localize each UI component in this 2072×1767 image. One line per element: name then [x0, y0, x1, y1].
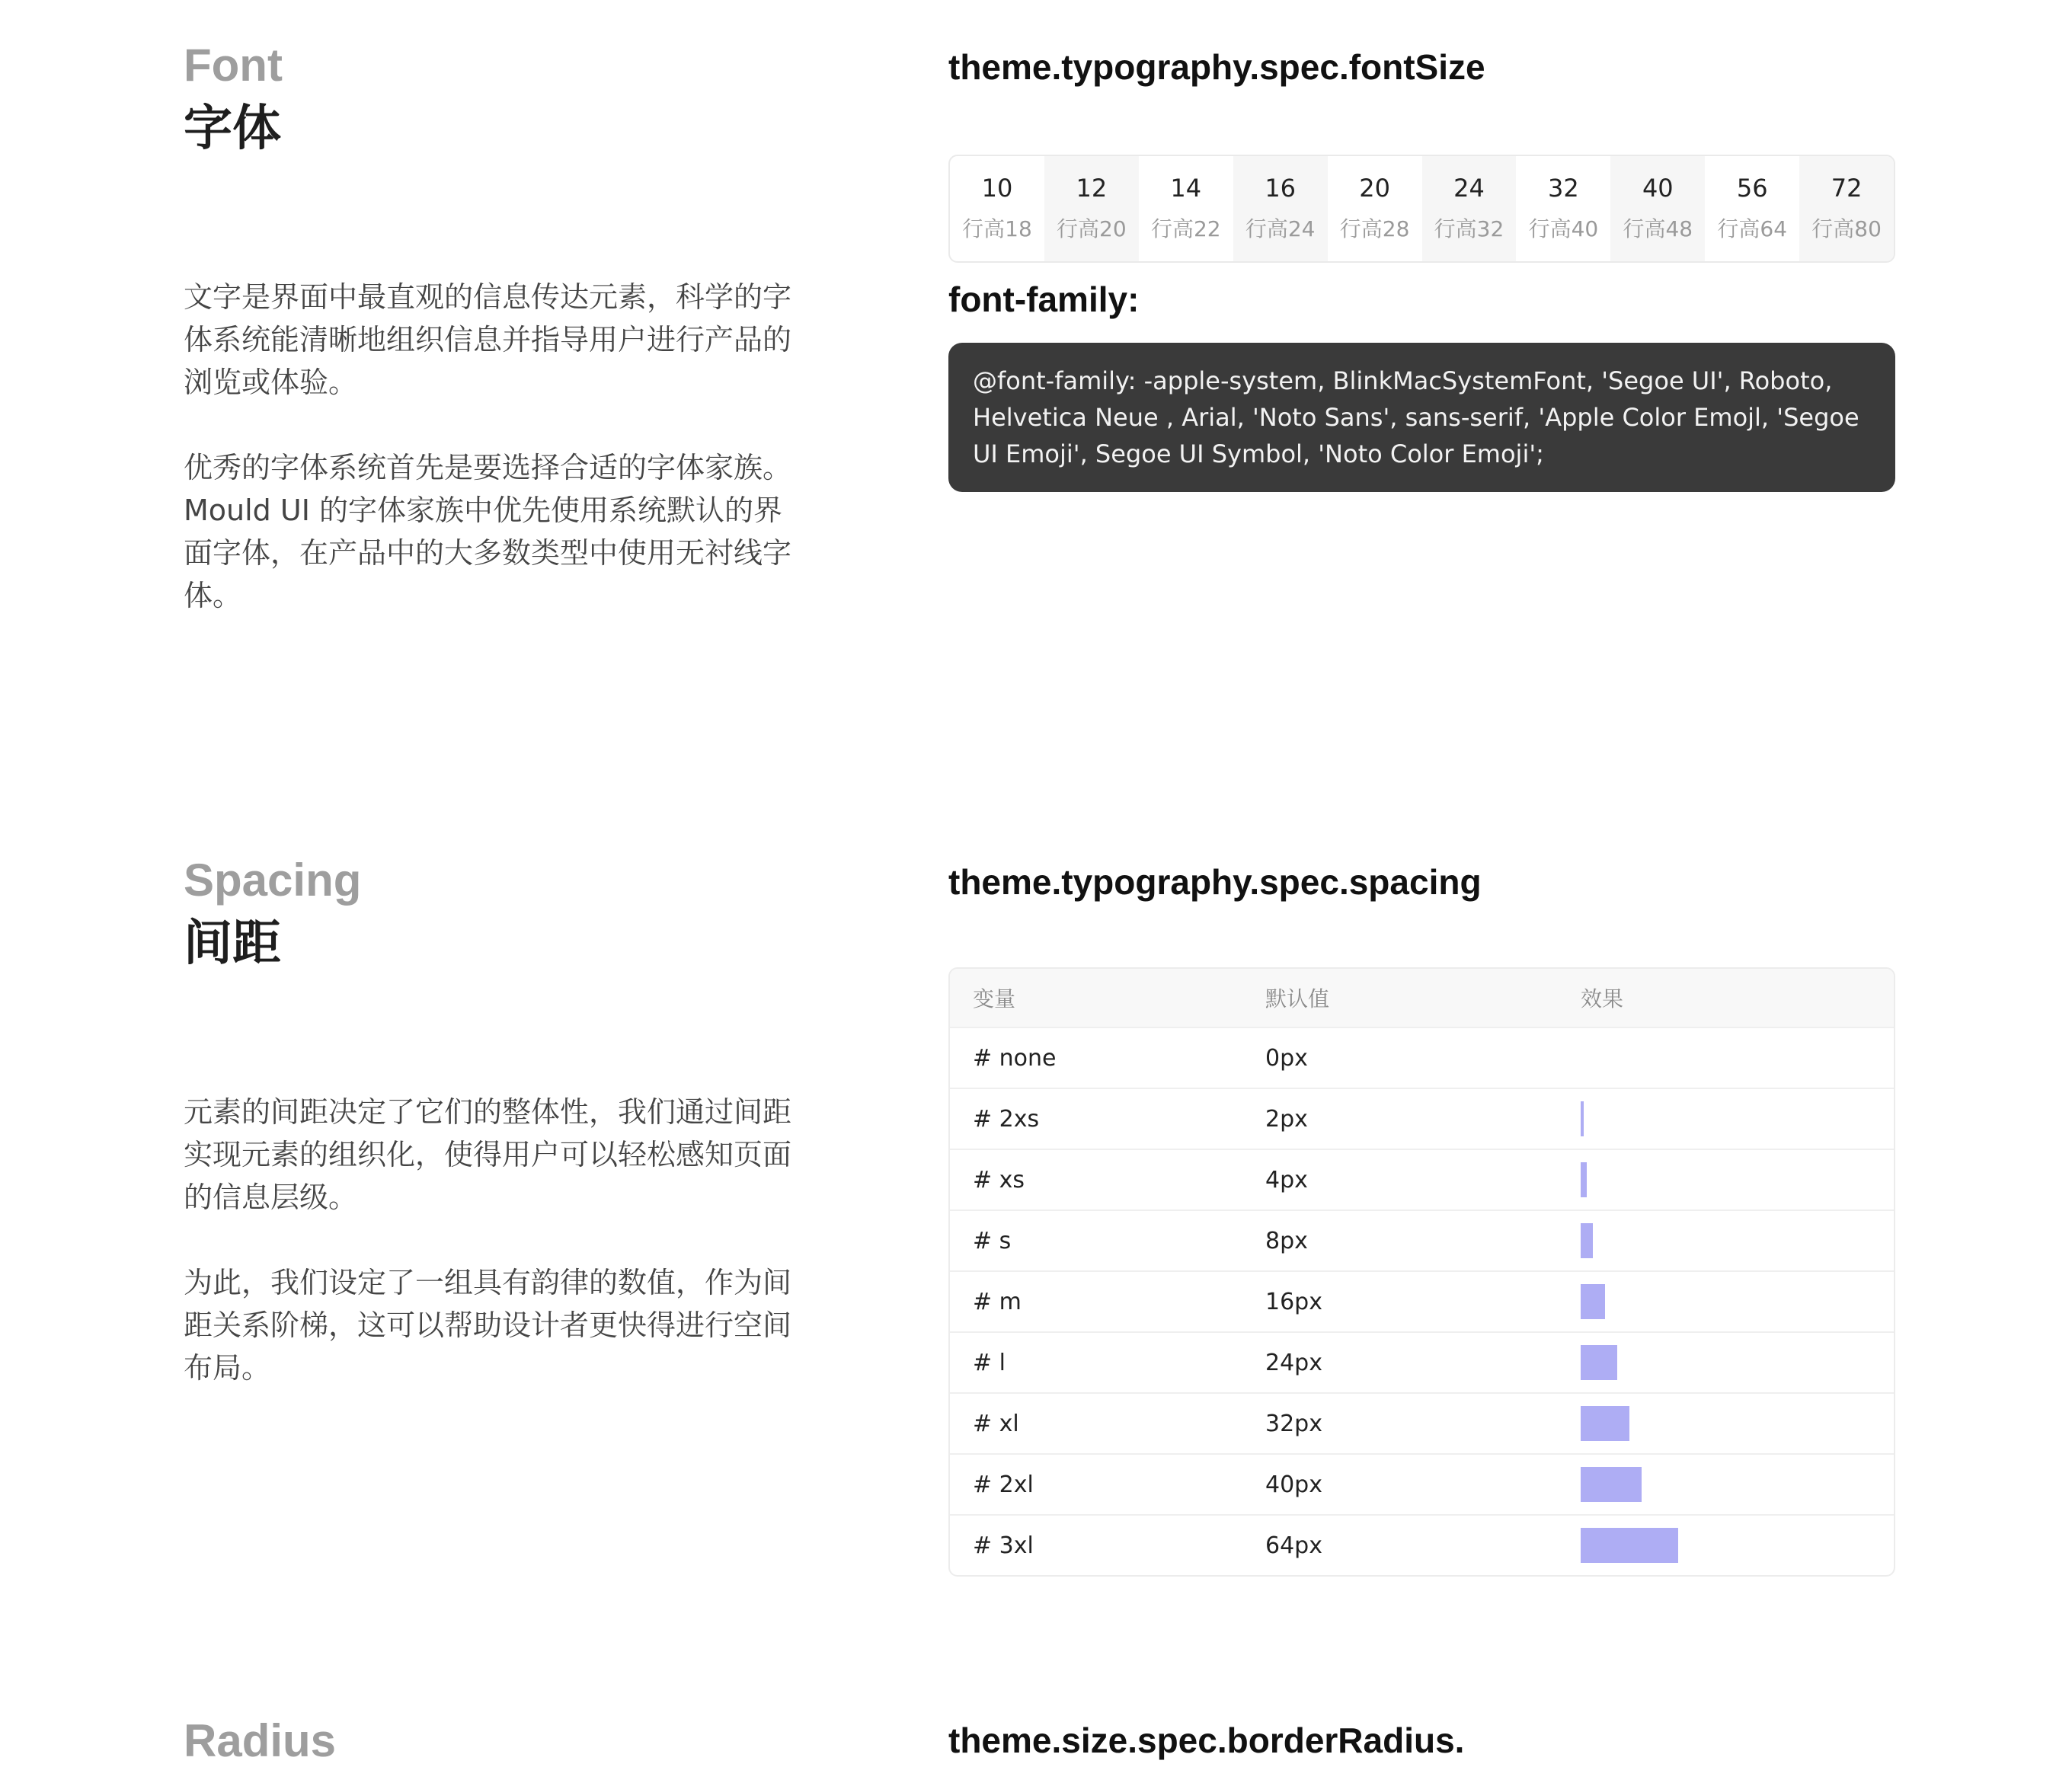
font-section — [0, 0, 2072, 762]
radius-intro — [184, 1714, 808, 1767]
fontsize-cell — [1610, 156, 1705, 261]
spacing-variable-name: # xs — [973, 1166, 1025, 1193]
spacing-variable-name: # l — [973, 1349, 1006, 1376]
table-row — [950, 1027, 1894, 1088]
spacing-effect-bar — [1581, 1223, 1593, 1258]
header-effect: 效果 — [1581, 986, 1624, 1011]
fontsize-value: 10 — [981, 174, 1013, 203]
fontsize-value: 56 — [1736, 174, 1768, 203]
table-row — [950, 1088, 1894, 1149]
spacing-paragraph-2: 为此，我们设定了一组具有韵律的数值，作为间距关系阶梯，这可以帮助设计者更快得进行空间布局。 — [184, 1266, 792, 1385]
fontsize-value: 40 — [1642, 174, 1674, 203]
table-row — [950, 1209, 1894, 1270]
lineheight-value: 行高28 — [1339, 216, 1410, 241]
fontsize-cell — [950, 156, 1044, 261]
spacing-default-value: 16px — [1265, 1288, 1322, 1315]
spacing-intro — [184, 853, 808, 1432]
fontsize-value: 12 — [1076, 174, 1108, 203]
fontsize-table — [948, 155, 1895, 263]
spacing-title-en: Spacing — [184, 855, 362, 906]
font-specs — [948, 44, 1895, 468]
spacing-description — [184, 1091, 808, 1389]
spacing-effect-bar — [1581, 1284, 1605, 1319]
lineheight-value: 行高18 — [962, 216, 1032, 241]
table-row — [950, 1270, 1894, 1331]
radius-section — [0, 1698, 2072, 1767]
radius-specs — [948, 1717, 1895, 1763]
spacing-table — [948, 967, 1895, 1577]
spacing-variable-name: # s — [973, 1227, 1012, 1254]
lineheight-value: 行高48 — [1623, 216, 1693, 241]
spacing-specs — [948, 859, 1895, 1559]
spacing-section — [0, 815, 2072, 1577]
spacing-default-value: 24px — [1265, 1349, 1322, 1376]
fontsize-cell — [1422, 156, 1517, 261]
table-row — [950, 1331, 1894, 1392]
font-description — [184, 276, 808, 617]
fontsize-cell — [1705, 156, 1799, 261]
font-paragraph-2: 优秀的字体系统首先是要选择合适的字体家族。Mould UI 的字体家族中优先使用系统默认的界面字体，在产品中的大多数类型中使用无衬线字体。 — [184, 451, 792, 612]
spacing-default-value: 2px — [1265, 1105, 1308, 1133]
fontsize-value: 14 — [1170, 174, 1202, 203]
spacing-variable-name: # xl — [973, 1410, 1019, 1437]
radius-code-title: theme.size.spec.borderRadius. — [948, 1721, 1465, 1760]
font-family-code-block: @font-family: -apple-system, BlinkMacSystemFont, 'Segoe UI', Roboto, Helvetica Neue , Arial, 'Noto Sans', sans-serif, 'Apple Color Emojl, 'Segoe UI Emoji', Segoe UI Symbol, 'Noto Color Emoji'; — [948, 343, 1895, 492]
header-variable: 变量 — [973, 986, 1016, 1011]
lineheight-value: 行高20 — [1057, 216, 1127, 241]
table-row — [950, 1149, 1894, 1209]
spacing-title-zh: 间距 — [184, 915, 281, 972]
spacing-default-value: 64px — [1265, 1532, 1322, 1559]
font-family-title: font-family: — [948, 280, 1140, 319]
fontsize-cell — [1044, 156, 1139, 261]
spacing-paragraph-1: 元素的间距决定了它们的整体性，我们通过间距实现元素的组织化，使得用户可以轻松感知页面的信息层级。 — [184, 1095, 792, 1214]
fontsize-value: 72 — [1831, 174, 1863, 203]
table-row — [950, 1453, 1894, 1514]
spacing-default-value: 0px — [1265, 1044, 1308, 1072]
spacing-table-header — [950, 969, 1894, 1027]
fontsize-value: 20 — [1359, 174, 1390, 203]
fontsize-title: theme.typography.spec.fontSize — [948, 47, 1485, 87]
spacing-variable-name: # 3xl — [973, 1532, 1034, 1559]
table-row — [950, 1392, 1894, 1453]
spacing-default-value: 4px — [1265, 1166, 1308, 1193]
spacing-effect-bar — [1581, 1406, 1629, 1441]
spacing-effect-bar — [1581, 1467, 1642, 1502]
fontsize-value: 24 — [1453, 174, 1485, 203]
spacing-variable-name: # none — [973, 1044, 1057, 1072]
spacing-effect-bar — [1581, 1345, 1617, 1380]
font-paragraph-1: 文字是界面中最直观的信息传达元素，科学的字体系统能清晰地组织信息并指导用户进行产品的浏览或体验。 — [184, 280, 792, 399]
lineheight-value: 行高32 — [1434, 216, 1504, 241]
font-intro — [184, 38, 808, 660]
spacing-effect-bar — [1581, 1528, 1678, 1563]
spacing-default-value: 32px — [1265, 1410, 1322, 1437]
spacing-default-value: 8px — [1265, 1227, 1308, 1254]
lineheight-value: 行高24 — [1245, 216, 1316, 241]
fontsize-value: 16 — [1265, 174, 1297, 203]
spacing-effect-bar — [1581, 1162, 1587, 1197]
spacing-table-body — [950, 1027, 1894, 1575]
lineheight-value: 行高80 — [1811, 216, 1882, 241]
lineheight-value: 行高40 — [1528, 216, 1599, 241]
fontsize-cell — [1516, 156, 1610, 261]
fontsize-cell — [1799, 156, 1894, 261]
header-default-value: 默认值 — [1265, 986, 1330, 1011]
fontsize-cell — [1233, 156, 1328, 261]
spacing-variable-name: # 2xs — [973, 1105, 1040, 1133]
spacing-variable-name: # m — [973, 1288, 1022, 1315]
font-title-zh: 字体 — [184, 101, 281, 157]
lineheight-value: 行高22 — [1150, 216, 1221, 241]
spacing-table-title: theme.typography.spec.spacing — [948, 862, 1482, 902]
fontsize-cell — [1139, 156, 1233, 261]
spacing-variable-name: # 2xl — [973, 1471, 1034, 1498]
lineheight-value: 行高64 — [1717, 216, 1788, 241]
fontsize-value: 32 — [1548, 174, 1579, 203]
spacing-effect-bar — [1581, 1101, 1584, 1136]
table-row — [950, 1514, 1894, 1575]
fontsize-cell — [1328, 156, 1422, 261]
spacing-default-value: 40px — [1265, 1471, 1322, 1498]
font-title-en: Font — [184, 40, 283, 91]
radius-title-en: Radius — [184, 1715, 337, 1766]
